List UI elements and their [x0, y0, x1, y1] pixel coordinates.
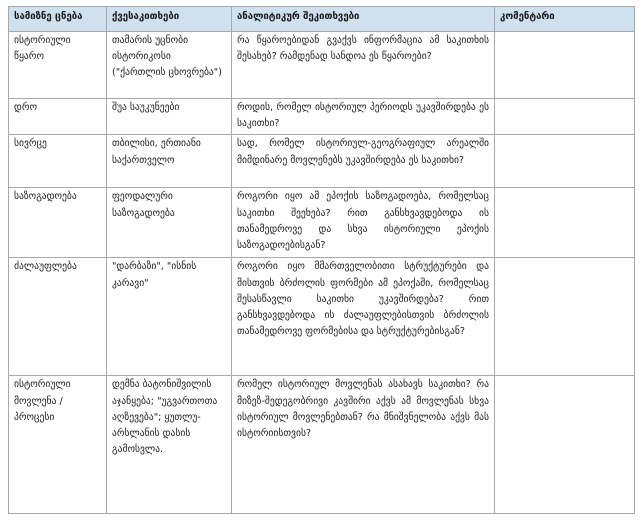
cell-questions: რა წყაროებიდან გვაქვს ინფორმაცია ამ საკითხის შესახებ? რამდენად სანდოა ეს წყაროები? [232, 32, 495, 99]
cell-subtopics: თამარის უცნობი ისტორიკოსი ("ქართლის ცხოვრება") [107, 32, 232, 99]
table-row [9, 99, 635, 135]
header-target-concept: სამიზნე ცნება [9, 7, 107, 32]
table-row [9, 135, 635, 188]
cell-questions: რომელ ისტორიულ მოვლენას ასახავს საკითხი? რა მიზეზ-შედეგობრივი კავშირი აქვს ამ მოვლენას სხვა ისტორიულ მოვლენებთან? რა მნიშვნელობა აქვს მას ისტორიისთვის? [232, 376, 495, 514]
cell-comment[interactable] [495, 188, 635, 258]
cell-concept: ისტორიული მოვლენა / პროცესი [9, 376, 107, 514]
table-header-row [9, 7, 635, 32]
concepts-table-container [8, 6, 634, 514]
table-row [9, 258, 635, 376]
table-row [9, 376, 635, 514]
cell-subtopics: დემნა ბატონიშვილის აჯანყება; "უგვართოთა აღზევება"; ყუთლუ-არსლანის დასის გამოსვლა. [107, 376, 232, 514]
cell-comment[interactable] [495, 258, 635, 376]
cell-subtopics: "დარბაზი", "ისნის კარავი" [107, 258, 232, 376]
header-analytical-questions: ანალიტიკურ შეკითხვები [232, 7, 495, 32]
cell-questions: როდის, რომელ ისტორიულ პერიოდს უკავშირდება ეს საკითხი? [232, 99, 495, 135]
cell-concept: ისტორიული წყარო [9, 32, 107, 99]
cell-subtopics: თბილისი, ერთიანი საქართველო [107, 135, 232, 188]
concepts-table [8, 6, 635, 514]
cell-comment[interactable] [495, 135, 635, 188]
cell-concept: საზოგადოება [9, 188, 107, 258]
cell-concept: დრო [9, 99, 107, 135]
header-subtopics: ქვესაკითხები [107, 7, 232, 32]
cell-comment[interactable] [495, 32, 635, 99]
header-comment: კომენტარი [495, 7, 635, 32]
cell-concept: სივრცე [9, 135, 107, 188]
cell-questions: როგორი იყო მმართველობითი სტრუქტურები და მისთვის ბრძოლის ფორმები ამ ეპოქაში, რომელსაც შესასწავლი საკითხი უკავშირდება? რით განსხვავდებოდა ის ძალაუფლებისთვის ბრძოლის თანამედროვე ფორმებისა და სტრუქტურებისგან? [232, 258, 495, 376]
cell-questions: სად, რომელ ისტორიულ-გეოგრაფიულ არეალში მიმდინარე მოვლენებს უკავშირდება ეს საკითხი? [232, 135, 495, 188]
cell-subtopics: შუა საუკუნეები [107, 99, 232, 135]
table-row [9, 188, 635, 258]
cell-comment[interactable] [495, 376, 635, 514]
cell-subtopics: ფეოდალური საზოგადოება [107, 188, 232, 258]
cell-questions: როგორი იყო ამ ეპოქის საზოგადოება, რომელსაც საკითხი შეეხება? რით განსხვავდებოდა ის თანამედროვე და სხვა ისტორიული ეპოქის საზოგადოებისგან? [232, 188, 495, 258]
cell-concept: ძალაუფლება [9, 258, 107, 376]
cell-comment[interactable] [495, 99, 635, 135]
table-row [9, 32, 635, 99]
